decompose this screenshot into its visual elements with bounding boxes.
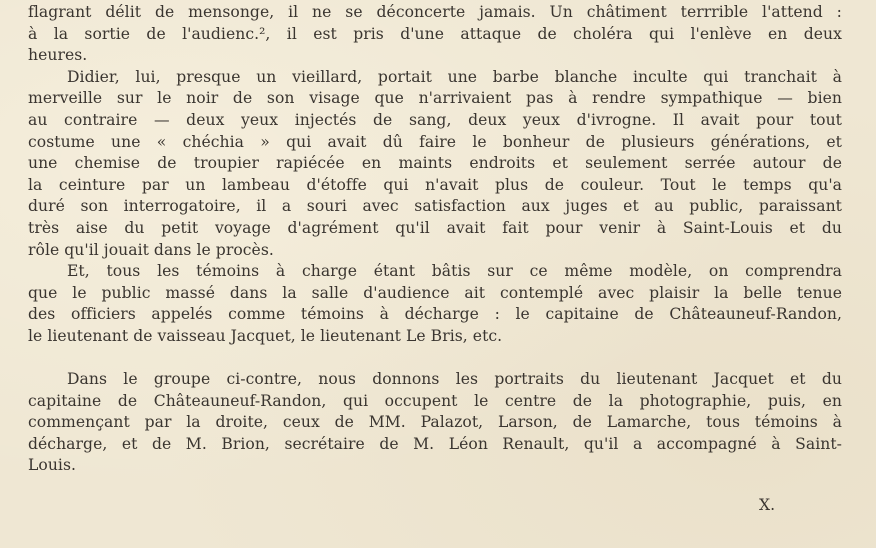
author-signature: X. xyxy=(759,496,776,514)
paragraph-groupe xyxy=(28,369,842,477)
paragraph-gap xyxy=(28,348,842,370)
text-line: à la sortie de l'audienc.², il est pris d'une attaque de choléra qui l'enlève en deux xyxy=(28,24,842,43)
text-line: une chemise de troupier rapiécée en maints endroits et seulement serrée autour de xyxy=(28,154,842,173)
text-line: duré son interrogatoire, il a souri avec satisfaction aux juges et au public, paraissant xyxy=(28,197,842,216)
text-line: Et, tous les témoins à charge étant bâtis sur ce même modèle, on comprendra xyxy=(67,262,842,281)
text-line: costume une « chéchia » qui avait dû faire le bonheur de plusieurs générations, et xyxy=(28,132,842,151)
text-line: le lieutenant de vaisseau Jacquet, le lieutenant Le Bris, etc. xyxy=(28,326,503,345)
text-line: au contraire — deux yeux injectés de sang, deux yeux d'ivrogne. Il avait pour tout xyxy=(28,110,842,129)
text-line: Louis. xyxy=(28,456,77,475)
text-line: Dans le groupe ci-contre, nous donnons les portraits du lieutenant Jacquet et du xyxy=(67,370,842,389)
paragraph-didier xyxy=(28,67,842,261)
text-line: des officiers appelés comme témoins à décharge : le capitaine de Châteauneuf-Randon, xyxy=(28,305,842,324)
text-line: Didier, lui, presque un vieillard, portait une barbe blanche inculte qui tranchait à xyxy=(67,67,842,86)
text-line: décharge, et de M. Brion, secrétaire de M. Léon Renault, qu'il a accompagné à Saint- xyxy=(28,434,842,453)
body-text xyxy=(28,2,842,477)
text-line: très aise du petit voyage d'agrément qu'il avait fait pour venir à Saint-Louis et du xyxy=(28,218,842,237)
text-line: que le public massé dans la salle d'audience ait contemplé avec plaisir la belle tenue xyxy=(28,283,842,302)
text-line: merveille sur le noir de son visage que n'arrivaient pas à rendre sympathique — bien xyxy=(28,89,842,108)
text-line: capitaine de Châteauneuf-Randon, qui occupent le centre de la photographie, puis, en xyxy=(28,391,842,410)
text-line: heures. xyxy=(28,46,88,65)
paragraph-continued xyxy=(28,2,842,67)
text-line: la ceinture par un lambeau d'étoffe qui n'avait plus de couleur. Tout le temps qu'a xyxy=(28,175,842,194)
text-line: rôle qu'il jouait dans le procès. xyxy=(28,240,274,259)
text-line: flagrant délit de mensonge, il ne se déconcerte jamais. Un châtiment terrrible l'attend : xyxy=(28,3,842,21)
paragraph-temoins xyxy=(28,261,842,347)
text-line: commençant par la droite, ceux de MM. Palazot, Larson, de Lamarche, tous témoins à xyxy=(28,413,842,432)
